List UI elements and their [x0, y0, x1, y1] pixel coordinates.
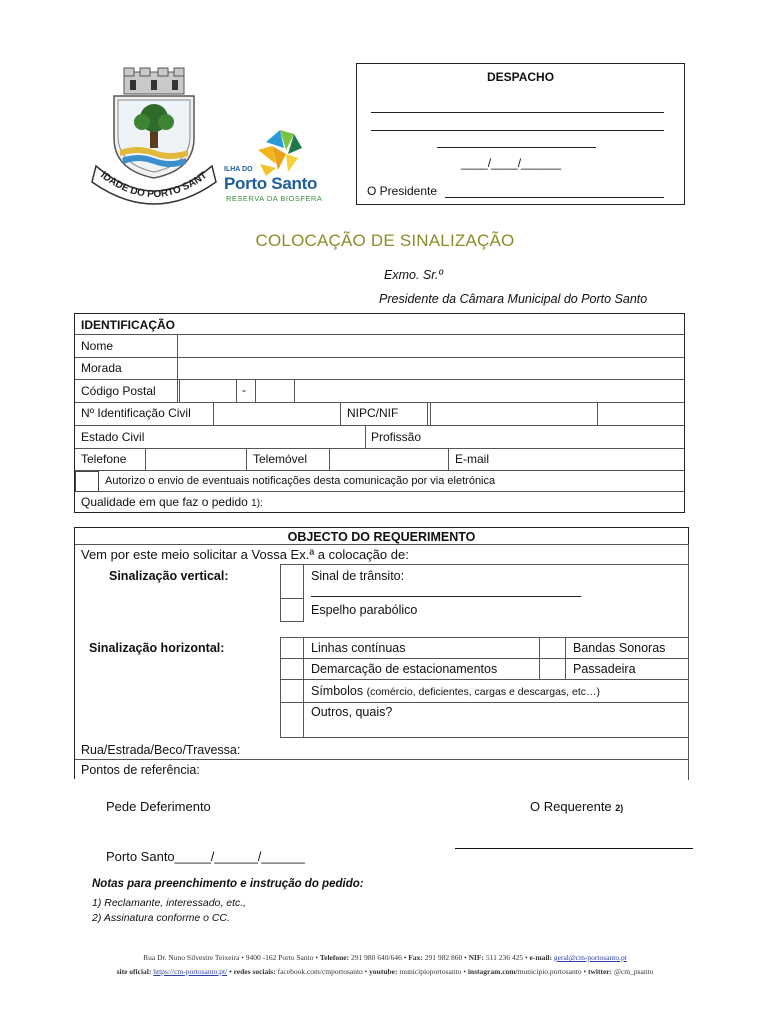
- telemovel-label: Telemóvel: [253, 452, 308, 466]
- requerente-note: 2): [615, 803, 624, 813]
- identificacao-civil-label: Nº Identificação Civil: [81, 406, 191, 420]
- sinal-transito-checkbox[interactable]: [281, 565, 302, 597]
- footer-nif: 511 236 425 •: [485, 953, 528, 962]
- sinal-transito-line[interactable]: [311, 596, 581, 597]
- footer-twitter: @cm_psanto: [614, 967, 654, 976]
- despacho-box: [356, 63, 685, 205]
- presidente-label: O Presidente: [367, 184, 438, 198]
- notas-title: Notas para preenchimento e instrução do pedido:: [92, 878, 364, 890]
- nipc-input[interactable]: [430, 402, 598, 426]
- rua-input[interactable]: [265, 740, 685, 758]
- footer-instagram: municipio.portosanto •: [517, 967, 587, 976]
- demarcacao-label: Demarcação de estacionamentos: [311, 662, 498, 676]
- qualidade-note: 1):: [251, 498, 263, 509]
- despacho-line[interactable]: [371, 130, 664, 131]
- brand-sub-text: RESERVA DA BIOSFERA: [226, 194, 323, 203]
- pede-deferimento: Pede Deferimento: [106, 799, 211, 814]
- footer-line-2: [0, 967, 770, 976]
- telefone-input[interactable]: [145, 448, 247, 471]
- passadeira-checkbox[interactable]: [540, 659, 564, 678]
- brand-main-text: Porto Santo: [224, 174, 318, 193]
- autorizo-text: Autorizo o envio de eventuais notificações desta comunicação por via eletrónica: [105, 475, 496, 487]
- footer-youtube: municipioportosanto •: [399, 967, 466, 976]
- footer-telefone-label: Telefone:: [319, 953, 350, 962]
- outros-label: Outros, quais?: [311, 705, 393, 719]
- footer-redes: facebook.com/cmportosanto •: [277, 967, 368, 976]
- despacho-line[interactable]: [371, 112, 664, 113]
- footer-site-link[interactable]: https://cm-portosanto.pt/: [153, 967, 228, 976]
- codigo-postal-label: Código Postal: [81, 384, 156, 398]
- footer-twitter-label: twitter:: [587, 967, 613, 976]
- footer-telefone: 291 980 640/646 •: [351, 953, 407, 962]
- passadeira-label: Passadeira: [573, 662, 636, 676]
- linhas-checkbox[interactable]: [281, 638, 302, 657]
- objecto-intro: Vem por este meio solicitar a Vossa Ex.ª a colocação de:: [81, 547, 409, 562]
- profissao-label: Profissão: [371, 430, 422, 444]
- codigo-postal-input-2[interactable]: [255, 379, 295, 403]
- bandas-checkbox[interactable]: [540, 638, 564, 657]
- footer-address: Rua Dr. Nuno Silvestre Teixeira • 9400 -162 Porto Santo •: [143, 953, 318, 962]
- simbolos-label: [311, 684, 600, 698]
- pontos-label: Pontos de referência:: [81, 763, 200, 777]
- despacho-line[interactable]: [437, 147, 596, 148]
- municipal-crest: [88, 66, 220, 206]
- identificacao-civil-input[interactable]: [213, 402, 341, 426]
- bandas-label: Bandas Sonoras: [573, 641, 666, 655]
- identificacao-title: IDENTIFICAÇÃO: [81, 318, 175, 332]
- porto-santo-brand-logo: [222, 124, 352, 208]
- footer-email-label: e-mail:: [529, 953, 552, 962]
- footer-youtube-label: youtube:: [369, 967, 398, 976]
- objecto-title: OBJECTO DO REQUERIMENTO: [287, 530, 476, 544]
- telefone-label: Telefone: [81, 452, 127, 466]
- espelho-checkbox[interactable]: [281, 599, 302, 620]
- nome-input[interactable]: [179, 336, 682, 356]
- presidente-signature-line[interactable]: [445, 197, 664, 198]
- sinal-transito-label: Sinal de trânsito:: [311, 569, 405, 583]
- page-title: COLOCAÇÃO DE SINALIZAÇÃO: [255, 231, 515, 250]
- footer-instagram-label: instagram.com/: [467, 967, 518, 976]
- outros-checkbox[interactable]: [281, 703, 302, 736]
- nota-1: 1) Reclamante, interessado, etc.,: [92, 897, 247, 909]
- email-label: E-mail: [455, 452, 490, 466]
- nome-label: Nome: [81, 339, 114, 353]
- despacho-title: DESPACHO: [486, 70, 555, 84]
- telemovel-input[interactable]: [329, 448, 449, 471]
- demarcacao-checkbox[interactable]: [281, 659, 302, 678]
- footer-email-link[interactable]: geral@cm-portosanto.pt: [553, 953, 627, 962]
- objecto-section: [74, 527, 689, 779]
- qualidade-text: Qualidade em que faz o pedido: [81, 495, 248, 509]
- estado-civil-label: Estado Civil: [81, 430, 145, 444]
- brand-small-text: ILHA DO: [224, 166, 253, 173]
- espelho-label: Espelho parabólico: [311, 603, 418, 617]
- simbolos-text: Símbolos: [311, 684, 364, 698]
- vertical-label: Sinalização vertical:: [109, 569, 229, 583]
- footer-line-1: [0, 953, 770, 962]
- autorizo-checkbox[interactable]: [75, 471, 99, 492]
- qualidade-label: [81, 495, 263, 509]
- footer-fax: 291 982 860 •: [424, 953, 467, 962]
- morada-label: Morada: [81, 361, 122, 375]
- salutation: Exmo. Sr.º: [384, 268, 443, 282]
- footer-redes-label: • redes sociais:: [229, 967, 276, 976]
- linhas-label: Linhas contínuas: [311, 641, 406, 655]
- horizontal-label: Sinalização horizontal:: [89, 641, 225, 655]
- codigo-postal-input-1[interactable]: [179, 379, 237, 403]
- requerente-signature-line[interactable]: [455, 848, 693, 849]
- rua-label: Rua/Estrada/Beco/Travessa:: [81, 743, 241, 757]
- codigo-postal-dash: -: [242, 383, 246, 397]
- footer-site-label: site oficial:: [116, 967, 152, 976]
- nota-2: 2) Assinatura conforme o CC.: [92, 912, 230, 924]
- simbolos-note: (comércio, deficientes, cargas e descargas, etc…): [366, 686, 601, 698]
- requerente-text: O Requerente: [530, 799, 612, 814]
- despacho-date-field[interactable]: ____/____/______: [461, 156, 562, 170]
- footer-fax-label: Fax:: [408, 953, 423, 962]
- requerente-label: [530, 799, 623, 814]
- addressee: Presidente da Câmara Municipal do Porto Santo: [379, 292, 648, 306]
- porto-santo-date[interactable]: Porto Santo_____/______/______: [106, 849, 305, 864]
- footer-nif-label: NIF:: [468, 953, 485, 962]
- nipc-label: NIPC/NIF: [347, 406, 399, 420]
- crest-text: IDADE DO PORTO SANT: [98, 169, 210, 201]
- simbolos-checkbox[interactable]: [281, 680, 302, 701]
- morada-input[interactable]: [179, 359, 682, 378]
- pontos-input[interactable]: [225, 761, 685, 778]
- identificacao-section: [74, 313, 685, 513]
